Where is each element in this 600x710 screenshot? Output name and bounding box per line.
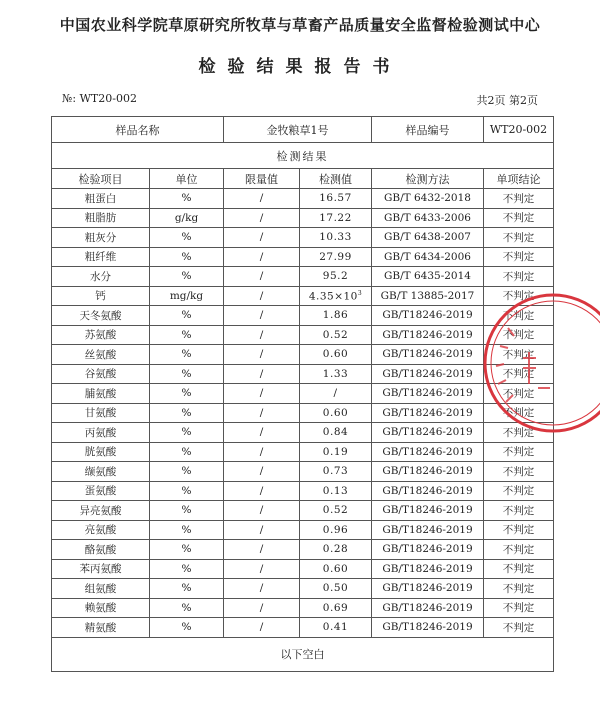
- limit-cell: /: [224, 579, 300, 599]
- value-text: 0.84: [322, 426, 349, 439]
- limit-cell: /: [224, 384, 300, 404]
- method-cell: GB/T18246-2019: [372, 306, 484, 326]
- table-row: [52, 598, 554, 618]
- method-cell: GB/T18246-2019: [372, 540, 484, 560]
- method-cell: GB/T18246-2019: [372, 403, 484, 423]
- conclusion-cell: 不判定: [484, 579, 554, 599]
- limit-cell: /: [224, 423, 300, 443]
- blank-below-row: [52, 637, 554, 671]
- report-title: 检验结果报告书: [198, 57, 402, 77]
- limit-cell: /: [224, 559, 300, 579]
- conclusion-cell: 不判定: [484, 345, 554, 365]
- unit-cell: %: [150, 442, 224, 462]
- column-header: 检验项目: [52, 169, 150, 189]
- section-title-row: [52, 143, 554, 169]
- item-cell: 丙氨酸: [52, 423, 150, 443]
- method-cell: GB/T 13885-2017: [372, 286, 484, 306]
- table-row: [52, 267, 554, 287]
- table-row: [52, 384, 554, 404]
- value-cell: [300, 228, 372, 248]
- item-cell: 精氨酸: [52, 618, 150, 638]
- organization-name: 中国农业科学院草原研究所牧草与草畜产品质量安全监督检验测试中心: [59, 16, 541, 34]
- conclusion-cell: 不判定: [484, 481, 554, 501]
- method-cell: GB/T18246-2019: [372, 618, 484, 638]
- conclusion-cell: 不判定: [484, 364, 554, 384]
- table-row: [52, 481, 554, 501]
- value-cell: [300, 579, 372, 599]
- unit-cell: %: [150, 247, 224, 267]
- table-row: [52, 247, 554, 267]
- value-text: 0.50: [322, 582, 349, 595]
- method-cell: GB/T 6432-2018: [372, 189, 484, 209]
- unit-cell: g/kg: [150, 208, 224, 228]
- limit-cell: /: [224, 247, 300, 267]
- sample-name-label: 样品名称: [52, 117, 224, 143]
- method-cell: GB/T18246-2019: [372, 345, 484, 365]
- unit-cell: %: [150, 306, 224, 326]
- conclusion-cell: 不判定: [484, 598, 554, 618]
- value-cell: [300, 559, 372, 579]
- limit-cell: /: [224, 618, 300, 638]
- value-cell: [300, 462, 372, 482]
- conclusion-cell: 不判定: [484, 442, 554, 462]
- table-row: [52, 559, 554, 579]
- sample-info-row: [52, 117, 554, 143]
- item-cell: 异亮氨酸: [52, 501, 150, 521]
- value-text: /: [333, 387, 338, 400]
- table-row: [52, 423, 554, 443]
- method-cell: GB/T18246-2019: [372, 364, 484, 384]
- method-cell: GB/T 6434-2006: [372, 247, 484, 267]
- value-cell: [300, 286, 372, 306]
- item-cell: 亮氨酸: [52, 520, 150, 540]
- conclusion-cell: 不判定: [484, 189, 554, 209]
- value-cell: [300, 618, 372, 638]
- unit-cell: %: [150, 364, 224, 384]
- value-text: 0.60: [322, 406, 349, 419]
- item-cell: 水分: [52, 267, 150, 287]
- limit-cell: /: [224, 364, 300, 384]
- value-cell: [300, 325, 372, 345]
- conclusion-cell: 不判定: [484, 423, 554, 443]
- unit-cell: %: [150, 345, 224, 365]
- value-cell: [300, 247, 372, 267]
- unit-cell: %: [150, 501, 224, 521]
- unit-cell: mg/kg: [150, 286, 224, 306]
- unit-cell: %: [150, 559, 224, 579]
- blank-below-text: 以下空白: [52, 637, 554, 671]
- value-cell: [300, 520, 372, 540]
- value-text: 0.28: [322, 543, 349, 556]
- value-cell: [300, 540, 372, 560]
- method-cell: GB/T18246-2019: [372, 442, 484, 462]
- unit-cell: %: [150, 384, 224, 404]
- limit-cell: /: [224, 598, 300, 618]
- table-row: [52, 462, 554, 482]
- value-cell: [300, 267, 372, 287]
- item-cell: 缬氨酸: [52, 462, 150, 482]
- value-text: 1.33: [322, 367, 349, 380]
- limit-cell: /: [224, 540, 300, 560]
- method-cell: GB/T 6435-2014: [372, 267, 484, 287]
- report-number-value: WT20-002: [79, 92, 137, 105]
- unit-cell: %: [150, 189, 224, 209]
- item-cell: 天冬氨酸: [52, 306, 150, 326]
- value-text: 16.57: [319, 192, 352, 205]
- conclusion-cell: 不判定: [484, 559, 554, 579]
- value-text: 10.33: [319, 231, 352, 244]
- limit-cell: /: [224, 481, 300, 501]
- value-exponent: 3: [357, 289, 363, 297]
- conclusion-cell: 不判定: [484, 462, 554, 482]
- table-row: [52, 189, 554, 209]
- value-cell: [300, 501, 372, 521]
- value-cell: [300, 481, 372, 501]
- conclusion-cell: 不判定: [484, 384, 554, 404]
- limit-cell: /: [224, 286, 300, 306]
- conclusion-cell: 不判定: [484, 228, 554, 248]
- value-text: 0.52: [322, 328, 349, 341]
- method-cell: GB/T18246-2019: [372, 462, 484, 482]
- table-row: [52, 325, 554, 345]
- column-header-row: [52, 169, 554, 189]
- method-cell: GB/T18246-2019: [372, 423, 484, 443]
- item-cell: 谷氨酸: [52, 364, 150, 384]
- item-cell: 粗蛋白: [52, 189, 150, 209]
- limit-cell: /: [224, 208, 300, 228]
- unit-cell: %: [150, 618, 224, 638]
- table-row: [52, 345, 554, 365]
- conclusion-cell: 不判定: [484, 208, 554, 228]
- unit-cell: %: [150, 423, 224, 443]
- unit-cell: %: [150, 598, 224, 618]
- limit-cell: /: [224, 325, 300, 345]
- report-number-label: №:: [62, 92, 77, 105]
- method-cell: GB/T 6433-2006: [372, 208, 484, 228]
- value-text: 1.86: [322, 309, 349, 322]
- limit-cell: /: [224, 228, 300, 248]
- table-row: [52, 403, 554, 423]
- conclusion-cell: 不判定: [484, 267, 554, 287]
- item-cell: 丝氨酸: [52, 345, 150, 365]
- value-text: 95.2: [322, 270, 349, 283]
- limit-cell: /: [224, 306, 300, 326]
- item-cell: 甘氨酸: [52, 403, 150, 423]
- value-text: 0.96: [322, 523, 349, 536]
- method-cell: GB/T18246-2019: [372, 501, 484, 521]
- value-text: 27.99: [319, 250, 352, 263]
- table-row: [52, 520, 554, 540]
- item-cell: 苯丙氨酸: [52, 559, 150, 579]
- page-info: 共2页 第2页: [476, 94, 538, 107]
- unit-cell: %: [150, 579, 224, 599]
- method-cell: GB/T18246-2019: [372, 384, 484, 404]
- unit-cell: %: [150, 540, 224, 560]
- conclusion-cell: 不判定: [484, 618, 554, 638]
- table-row: [52, 442, 554, 462]
- value-text: 17.22: [319, 211, 352, 224]
- column-header: 单项结论: [484, 169, 554, 189]
- sample-name-value: 金牧粮草1号: [224, 117, 372, 143]
- item-cell: 胱氨酸: [52, 442, 150, 462]
- column-header: 检测值: [300, 169, 372, 189]
- unit-cell: %: [150, 403, 224, 423]
- value-cell: [300, 364, 372, 384]
- value-cell: [300, 403, 372, 423]
- limit-cell: /: [224, 442, 300, 462]
- column-header: 检测方法: [372, 169, 484, 189]
- table-row: [52, 208, 554, 228]
- value-cell: [300, 306, 372, 326]
- conclusion-cell: 不判定: [484, 247, 554, 267]
- conclusion-cell: 不判定: [484, 501, 554, 521]
- value-text: 0.73: [322, 465, 349, 478]
- item-cell: 蛋氨酸: [52, 481, 150, 501]
- table-row: [52, 540, 554, 560]
- method-cell: GB/T18246-2019: [372, 579, 484, 599]
- value-cell: [300, 442, 372, 462]
- report-meta: [62, 92, 538, 108]
- value-cell: [300, 423, 372, 443]
- limit-cell: /: [224, 520, 300, 540]
- value-cell: [300, 598, 372, 618]
- conclusion-cell: 不判定: [484, 540, 554, 560]
- unit-cell: %: [150, 228, 224, 248]
- method-cell: GB/T18246-2019: [372, 520, 484, 540]
- item-cell: 钙: [52, 286, 150, 306]
- item-cell: 苏氨酸: [52, 325, 150, 345]
- table-row: [52, 306, 554, 326]
- method-cell: GB/T 6438-2007: [372, 228, 484, 248]
- item-cell: 粗灰分: [52, 228, 150, 248]
- value-cell: [300, 208, 372, 228]
- limit-cell: /: [224, 345, 300, 365]
- item-cell: 粗纤维: [52, 247, 150, 267]
- table-row: [52, 364, 554, 384]
- value-text: 0.60: [322, 562, 349, 575]
- table-row: [52, 579, 554, 599]
- limit-cell: /: [224, 189, 300, 209]
- conclusion-cell: 不判定: [484, 325, 554, 345]
- conclusion-cell: 不判定: [484, 286, 554, 306]
- unit-cell: %: [150, 520, 224, 540]
- value-text: 0.41: [322, 621, 349, 634]
- column-header: 限量值: [224, 169, 300, 189]
- value-text: 0.69: [322, 601, 349, 614]
- report-number: [62, 92, 137, 108]
- method-cell: GB/T18246-2019: [372, 559, 484, 579]
- value-text: 0.52: [322, 504, 349, 517]
- table-row: [52, 618, 554, 638]
- unit-cell: %: [150, 267, 224, 287]
- item-cell: 脯氨酸: [52, 384, 150, 404]
- sample-code-label: 样品编号: [372, 117, 484, 143]
- item-cell: 酪氨酸: [52, 540, 150, 560]
- method-cell: GB/T18246-2019: [372, 598, 484, 618]
- value-text: 4.35×10: [308, 290, 358, 302]
- method-cell: GB/T18246-2019: [372, 325, 484, 345]
- column-header: 单位: [150, 169, 224, 189]
- value-text: 0.19: [322, 445, 349, 458]
- method-cell: GB/T18246-2019: [372, 481, 484, 501]
- table-row: [52, 228, 554, 248]
- value-cell: [300, 384, 372, 404]
- section-title: 检测结果: [52, 143, 554, 169]
- conclusion-cell: 不判定: [484, 403, 554, 423]
- item-cell: 赖氨酸: [52, 598, 150, 618]
- table-row: [52, 501, 554, 521]
- value-text: 0.60: [322, 348, 349, 361]
- value-cell: [300, 189, 372, 209]
- limit-cell: /: [224, 403, 300, 423]
- sample-code-value: WT20-002: [484, 117, 554, 143]
- limit-cell: /: [224, 267, 300, 287]
- item-cell: 粗脂肪: [52, 208, 150, 228]
- results-table: [51, 116, 554, 672]
- limit-cell: /: [224, 462, 300, 482]
- conclusion-cell: 不判定: [484, 520, 554, 540]
- value-cell: [300, 345, 372, 365]
- conclusion-cell: 不判定: [484, 306, 554, 326]
- unit-cell: %: [150, 462, 224, 482]
- item-cell: 组氨酸: [52, 579, 150, 599]
- unit-cell: %: [150, 325, 224, 345]
- value-text: 0.13: [322, 484, 349, 497]
- table-row: [52, 286, 554, 306]
- unit-cell: %: [150, 481, 224, 501]
- limit-cell: /: [224, 501, 300, 521]
